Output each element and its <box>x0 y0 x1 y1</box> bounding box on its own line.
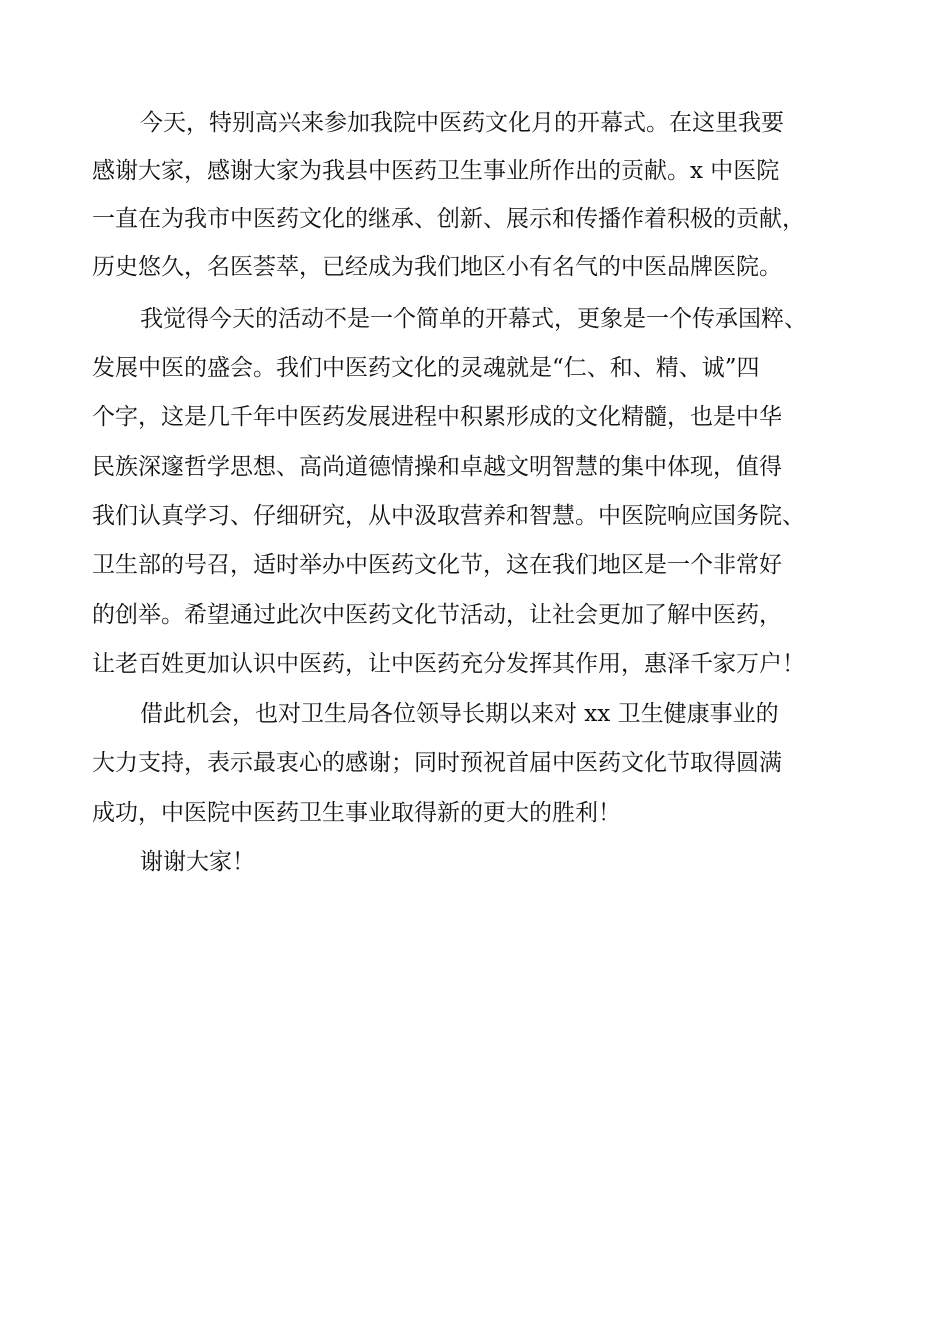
paragraph-2-line-6: 卫生部的号召，适时举办中医药文化节，这在我们地区是一个非常好 <box>92 552 782 578</box>
paragraph-3-line-1: 借此机会，也对卫生局各位领导长期以来对 xx 卫生健康事业的 <box>140 701 779 727</box>
paragraph-1-line-4: 历史悠久，名医荟萃，已经成为我们地区小有名气的中医品牌医院。 <box>92 254 782 280</box>
paragraph-3-line-2: 大力支持，表示最衷心的感谢；同时预祝首届中医药文化节取得圆满 <box>92 750 782 776</box>
paragraph-2-line-1: 我觉得今天的活动不是一个简单的开幕式，更象是一个传承国粹、 <box>140 306 807 332</box>
paragraph-2-line-3: 个字，这是几千年中医药发展进程中积累形成的文化精髓，也是中华 <box>92 404 782 430</box>
paragraph-2-line-5: 我们认真学习、仔细研究，从中汲取营养和智慧。中医院响应国务院、 <box>92 503 805 529</box>
paragraph-1-line-3: 一直在为我市中医药文化的继承、创新、展示和传播作着积极的贡献， <box>92 206 805 232</box>
paragraph-3-line-3: 成功，中医院中医药卫生事业取得新的更大的胜利！ <box>92 800 621 826</box>
paragraph-1-line-1: 今天，特别高兴来参加我院中医药文化月的开幕式。在这里我要 <box>140 110 784 136</box>
paragraph-2-line-8: 让老百姓更加认识中医药，让中医药充分发挥其作用，惠泽千家万户！ <box>92 651 805 677</box>
paragraph-2-line-4: 民族深邃哲学思想、高尚道德情操和卓越文明智慧的集中体现，值得 <box>92 454 782 480</box>
paragraph-2-line-2: 发展中医的盛会。我们中医药文化的灵魂就是“仁、和、精、诚”四 <box>92 355 760 381</box>
closing-thanks: 谢谢大家！ <box>140 849 255 875</box>
paragraph-1-line-2: 感谢大家，感谢大家为我县中医药卫生事业所作出的贡献。x 中医院 <box>92 158 780 184</box>
paragraph-2-line-7: 的创举。希望通过此次中医药文化节活动，让社会更加了解中医药， <box>92 602 782 628</box>
